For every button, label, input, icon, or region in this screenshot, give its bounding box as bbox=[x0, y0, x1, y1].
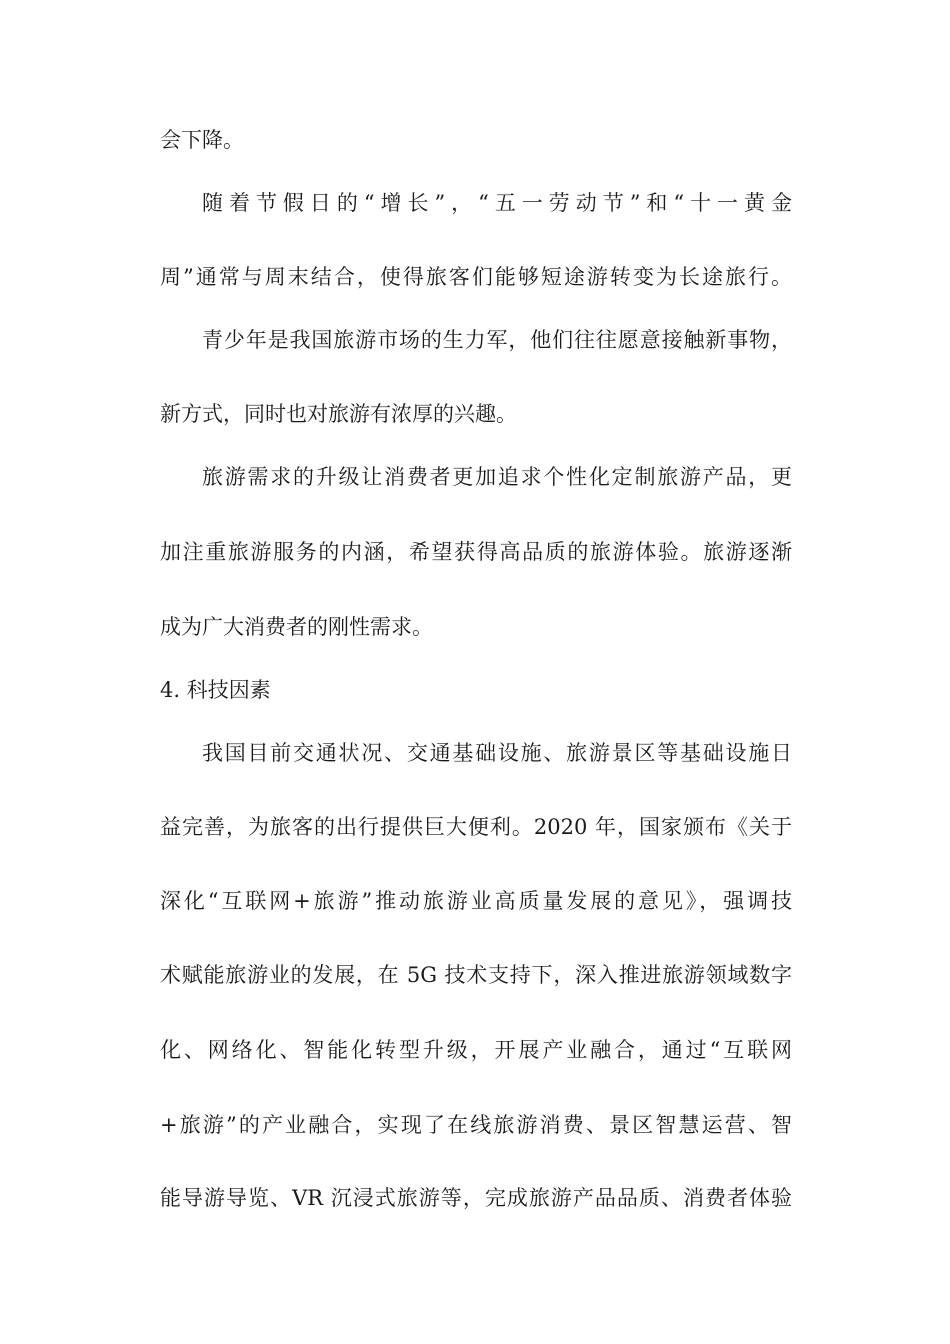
paragraph-line: 加注重旅游服务的内涵，希望获得高品质的旅游体验。旅游逐渐 bbox=[160, 540, 792, 564]
paragraph-line: 成为广大消费者的刚性需求。 bbox=[160, 615, 433, 639]
paragraph-line: 化、网络化、智能化转型升级，开展产业融合，通过“互联网 bbox=[160, 1038, 792, 1062]
paragraph-line: 术赋能旅游业的发展，在 5G 技术支持下，深入推进旅游领域数字 bbox=[160, 963, 792, 987]
paragraph-line: 旅游需求的升级让消费者更加追求个性化定制旅游产品，更 bbox=[202, 465, 792, 489]
paragraph-line: +旅游”的产业融合，实现了在线旅游消费、景区智慧运营、智 bbox=[160, 1113, 792, 1137]
paragraph-line: 随着节假日的“增长”，“五一劳动节”和“十一黄金 bbox=[202, 191, 792, 215]
section-heading: 4. 科技因素 bbox=[160, 678, 271, 702]
paragraph-line: 能导游导览、VR 沉浸式旅游等，完成旅游产品品质、消费者体验 bbox=[160, 1186, 792, 1210]
paragraph-line: 深化“互联网+旅游”推动旅游业高质量发展的意见》，强调技 bbox=[160, 889, 792, 913]
paragraph-line: 会下降。 bbox=[160, 128, 244, 152]
paragraph-line: 青少年是我国旅游市场的生力军，他们往往愿意接触新事物， bbox=[202, 328, 792, 352]
paragraph-line: 我国目前交通状况、交通基础设施、旅游景区等基础设施日 bbox=[202, 741, 792, 765]
paragraph-line: 益完善，为旅客的出行提供巨大便利。2020 年，国家颁布《关于 bbox=[160, 815, 792, 839]
paragraph-line: 新方式，同时也对旅游有浓厚的兴趣。 bbox=[160, 402, 517, 426]
paragraph-line: 周”通常与周末结合，使得旅客们能够短途游转变为长途旅行。 bbox=[160, 265, 792, 289]
